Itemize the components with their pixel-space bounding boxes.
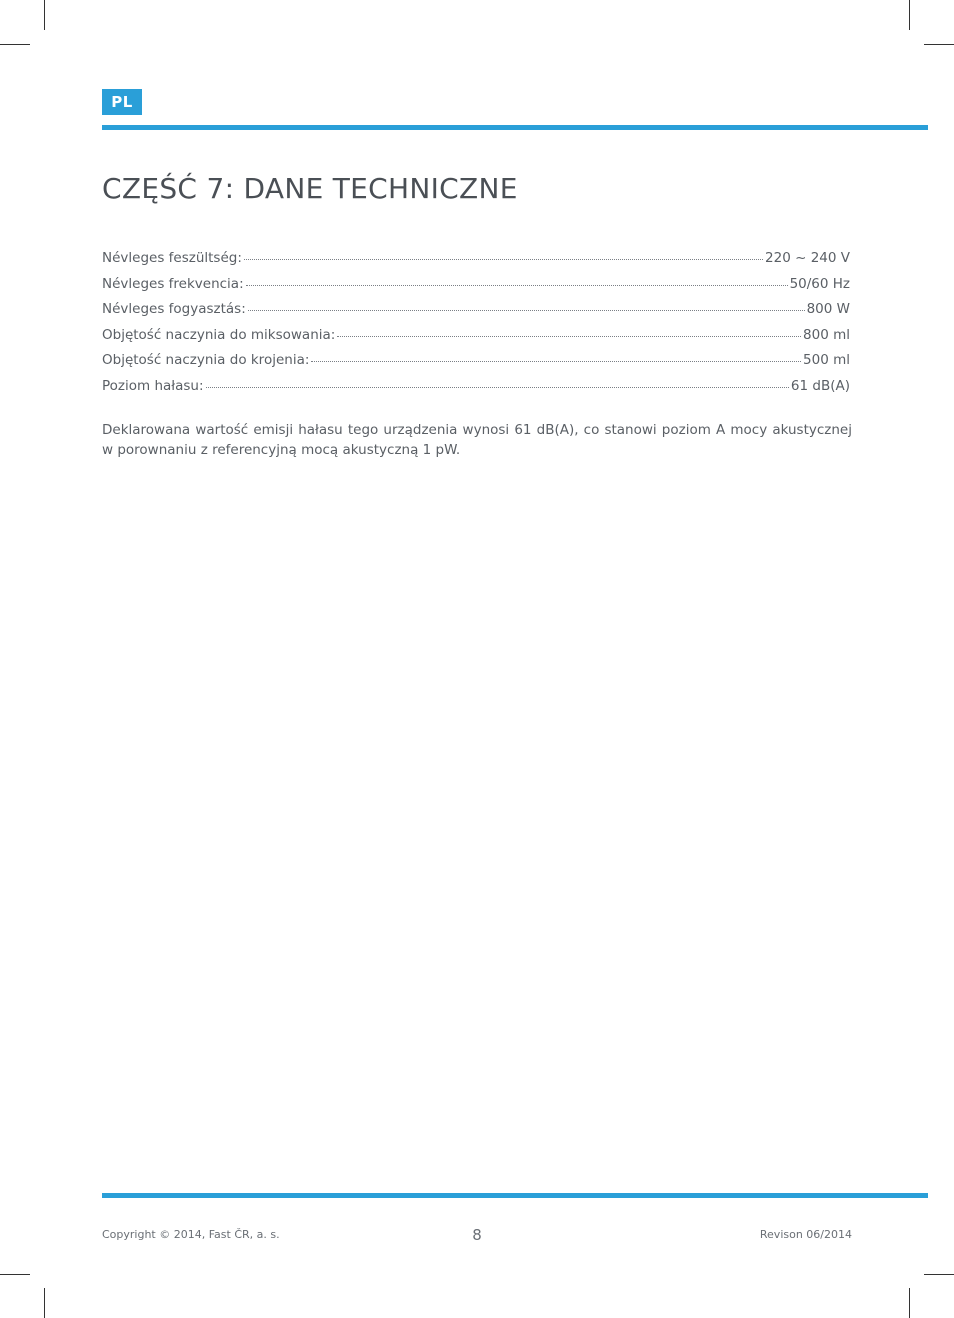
- spec-value: 220 ~ 240 V: [765, 250, 850, 266]
- spec-value: 61 dB(A): [790, 377, 850, 394]
- spec-value: 500 ml: [803, 352, 850, 369]
- spec-label: Névleges feszültség:: [102, 250, 242, 266]
- spec-label: Névleges frekvencia:: [102, 275, 244, 292]
- spec-row-chopping-volume: [102, 352, 850, 378]
- spec-value: 800 ml: [803, 326, 850, 343]
- spec-value: 800 W: [806, 301, 850, 318]
- spec-list: [102, 250, 850, 404]
- footer-divider: [102, 1193, 928, 1198]
- dot-leader: [311, 360, 801, 362]
- crop-mark-bottom-left-h: [0, 1274, 30, 1275]
- header-divider: [102, 125, 928, 130]
- crop-mark-top-left-h: [0, 44, 30, 45]
- footer-revision: Revison 06/2014: [759, 1228, 852, 1241]
- language-badge: PL: [102, 89, 142, 115]
- dot-leader: [206, 386, 789, 388]
- spec-row-mixing-volume: [102, 327, 850, 353]
- dot-leader: [246, 284, 788, 286]
- spec-label: Objętość naczynia do krojenia:: [102, 352, 310, 369]
- noise-declaration-note: Deklarowana wartość emisji hałasu tego urządzenia wynosi 61 dB(A), co stanowi poziom A mocy akustycznej w porownaniu z referencyjną mocą akustyczną 1 pW.: [102, 422, 852, 458]
- dot-leader: [337, 335, 801, 337]
- crop-mark-top-right-h: [924, 44, 954, 45]
- spec-row-power: [102, 301, 850, 327]
- spec-value: 50/60 Hz: [789, 275, 850, 292]
- dot-leader: [244, 258, 763, 260]
- section-title: CZĘŚĆ 7: DANE TECHNICZNE: [102, 172, 518, 205]
- spec-row-noise-level: [102, 378, 850, 404]
- spec-label: Névleges fogyasztás:: [102, 301, 246, 318]
- crop-mark-bottom-right-h: [924, 1274, 954, 1275]
- spec-label: Objętość naczynia do miksowania:: [102, 326, 336, 343]
- crop-mark-top-right-v: [909, 0, 910, 30]
- crop-mark-top-left-v: [44, 0, 45, 30]
- spec-row-frequency: [102, 276, 850, 302]
- spec-row-voltage: [102, 250, 850, 276]
- footer-copyright: Copyright © 2014, Fast ČR, a. s.: [102, 1228, 280, 1241]
- page-number: 8: [472, 1226, 482, 1244]
- crop-mark-bottom-right-v: [909, 1288, 910, 1318]
- dot-leader: [248, 309, 805, 311]
- crop-mark-bottom-left-v: [44, 1288, 45, 1318]
- spec-label: Poziom hałasu:: [102, 377, 204, 394]
